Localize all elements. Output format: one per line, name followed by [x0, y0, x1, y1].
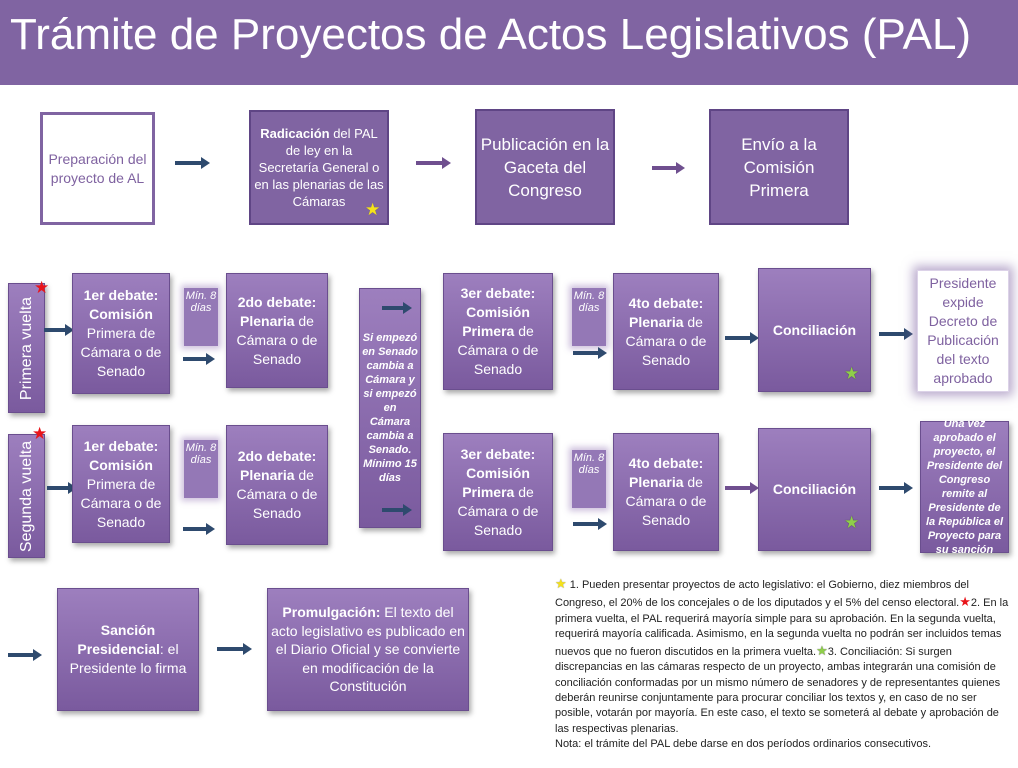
label-segunda-vuelta-text: Segunda vuelta — [18, 440, 36, 552]
p-d2-bold: Plenaria — [240, 312, 295, 329]
p-d1-bold: Comisión — [89, 306, 153, 322]
arrow-icon — [382, 306, 404, 310]
p-d3-rest: de Cámara o de Senado — [457, 323, 539, 377]
label-segunda-vuelta — [8, 434, 45, 558]
s-d2-rest: de Cámara o de Senado — [236, 467, 318, 521]
arrow-icon — [183, 527, 207, 531]
star-green-icon: ★ — [844, 513, 860, 532]
step-segunda-debate-1 — [72, 425, 170, 543]
arrow-icon — [573, 351, 599, 355]
step-radicacion-bold: Radicación — [260, 126, 330, 141]
step-sancion — [57, 588, 199, 711]
star-yellow-icon: ★ — [555, 576, 567, 591]
p-d2-rest: de Cámara o de Senado — [236, 312, 318, 367]
s-d2-title: 2do debate: — [237, 448, 317, 464]
star-red-icon: ★ — [34, 278, 50, 297]
star-green-icon: ★ — [844, 364, 860, 383]
min-days-badge: Mín. 8 días — [572, 288, 606, 346]
step-envio — [709, 109, 849, 225]
p-d1-rest: Primera de Cámara o de Senado — [80, 325, 162, 379]
min-days-badge: Mín. 8 días — [184, 440, 218, 498]
page-title: Trámite de Proyectos de Actos Legislativos (PAL) — [10, 10, 972, 59]
p-d4-title: 4to debate: — [628, 294, 704, 311]
arrow-icon — [44, 328, 66, 332]
step-radicacion-text: del PAL de ley en la Secretaría General o en las plenarias de las Cámaras — [254, 126, 384, 209]
step-primera-final — [917, 270, 1009, 392]
arrow-icon — [8, 653, 34, 657]
s-final-text: Una vez aprobado el proyecto, el Presidente del Congreso remite al Presidente de la República el Proyecto para su sanción — [925, 418, 1004, 556]
label-primera-vuelta — [8, 283, 45, 413]
p-d3-title: 3er debate: — [460, 285, 536, 301]
star-red-icon: ★ — [959, 594, 971, 610]
star-yellow-icon: ★ — [365, 200, 381, 219]
step-promulgacion — [267, 588, 469, 711]
step-segunda-debate-4 — [613, 433, 719, 551]
arrow-icon — [652, 166, 677, 170]
title-bar — [0, 0, 1018, 85]
p-d4-rest: de Cámara o de Senado — [625, 313, 707, 368]
step-preparacion — [40, 112, 155, 225]
promulgacion-bold: Promulgación: — [282, 604, 381, 621]
note-final: Nota: el trámite del PAL debe darse en dos períodos ordinarios consecutivos. — [555, 737, 932, 750]
s-d4-title: 4to debate: — [628, 455, 704, 471]
step-primera-debate-1 — [72, 273, 170, 394]
label-primera-vuelta-text: Primera vuelta — [18, 296, 35, 400]
sancion-rest: : el Presidente lo firma — [69, 641, 187, 676]
arrow-icon — [183, 357, 207, 361]
arrow-icon — [879, 486, 905, 490]
s-d1-bold: Comisión — [89, 456, 153, 473]
p-d4-bold: Plenaria — [629, 313, 684, 330]
s-d1-title: 1er debate: — [83, 437, 159, 454]
step-segunda-conciliacion — [758, 428, 871, 551]
s-d2-bold: Plenaria — [240, 467, 295, 483]
s-conciliacion-text: Conciliación — [772, 481, 857, 497]
arrow-icon — [725, 486, 751, 490]
arrow-icon — [573, 522, 599, 526]
step-primera-debate-3 — [443, 273, 553, 390]
p-d3-bold: Comisión Primera — [462, 304, 530, 339]
step-primera-debate-2 — [226, 273, 328, 388]
note-1: 1. Pueden presentar proyectos de acto legislativo: el Gobierno, diez miembros del Congreso, el 20% de los concejales o de los diputados y el 5% del censo electoral. — [555, 579, 969, 610]
sancion-bold: Sanción Presidencial — [77, 622, 160, 657]
s-d3-rest: de Cámara o de Senado — [457, 483, 539, 538]
min-days-badge: Mín. 8 días — [184, 288, 218, 346]
note-2: En la primera vuelta, el PAL requerirá mayoría simple para su aprobación. En la segunda vuelta, requerirá mayoría calificada. Asimismo, en la segunda vuelta no podrán ser incluidos temas nuevos que no fueron discutidos en la primera vuelta. — [555, 597, 1009, 659]
arrow-icon — [47, 486, 69, 490]
note-3-num: 3. — [827, 646, 837, 659]
star-red-icon: ★ — [32, 424, 48, 443]
s-d3-bold: Comisión Primera — [462, 464, 530, 500]
step-preparacion-text: Preparación del proyecto de AL — [48, 150, 147, 186]
p-d2-title: 2do debate: — [237, 293, 317, 310]
arrow-icon — [382, 508, 404, 512]
star-green-icon: ★ — [816, 643, 828, 659]
step-segunda-debate-2 — [226, 425, 328, 545]
step-publicacion-text: Publicación en la Gaceta del Congreso — [480, 134, 610, 200]
middle-note-text: Si empezó en Senado cambia a Cámara y si empezó en Cámara cambia a Senado. Mínimo 15 días — [362, 332, 418, 484]
p-conciliacion-text: Conciliación — [772, 321, 857, 338]
p-d1-title: 1er debate: — [83, 287, 159, 303]
middle-note-box — [359, 288, 421, 528]
note-3: Conciliación: Si surgen discrepancias en las cámaras respecto de un proyecto, ambas integrarán una comisión de conciliación conformadas por un mismo número de senadores y de representantes quienes deberán reunirse conjuntamente para procurar conciliar los textos y, en caso de no ser posible, votarán por mayoría. En este caso, el texto se someterá al debate y aprobación de las respectivas plenarias. — [555, 646, 1001, 735]
s-d1-rest: Primera de Cámara o de Senado — [80, 475, 162, 530]
footnotes — [555, 575, 1010, 752]
step-segunda-debate-3 — [443, 433, 553, 551]
s-d3-title: 3er debate: — [460, 445, 536, 462]
arrow-icon — [879, 332, 905, 336]
p-final-text: Presidente expide Decreto de Publicación del texto aprobado — [927, 275, 999, 386]
min-days-badge: Mín. 8 días — [572, 450, 606, 508]
promulgacion-rest: El texto del acto legislativo es publicado en el Diario Oficial y se convierte en modificación de la Constitución — [271, 604, 465, 695]
arrow-icon — [416, 161, 443, 165]
step-envio-text: Envío a la Comisión Primera — [741, 134, 817, 200]
step-primera-debate-4 — [613, 273, 719, 390]
step-publicacion — [475, 109, 615, 225]
s-d4-bold: Plenaria — [629, 474, 684, 490]
arrow-icon — [725, 336, 751, 340]
note-2-num: 2. — [970, 597, 981, 610]
arrow-icon — [175, 161, 202, 165]
arrow-icon — [217, 647, 244, 651]
s-d4-rest: de Cámara o de Senado — [625, 474, 707, 528]
step-segunda-final — [920, 418, 1009, 556]
